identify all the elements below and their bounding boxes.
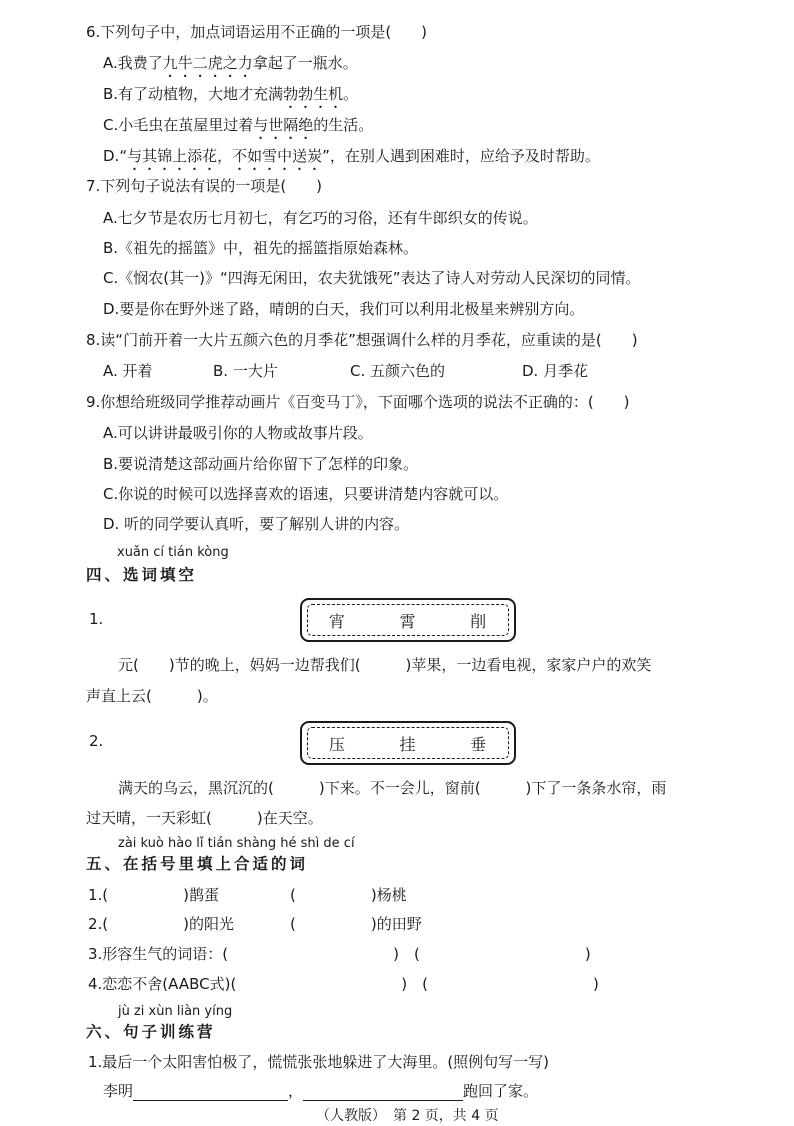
- section4-q2-line2: 过天晴，一天彩虹( )在天空。: [86, 809, 323, 827]
- q6-d-pre: D.“: [103, 147, 128, 165]
- section6-q1: 1.最后一个太阳害怕极了，慌慌张张地躲进了大海里。(照例句写一写): [88, 1053, 550, 1071]
- section4-q2-line1: 满天的乌云，黑沉沉的( )下来。不一会儿，窗前( )下了一条条水帘，雨: [118, 779, 667, 797]
- section6-title: 六、句子训练营: [86, 1023, 216, 1041]
- comma: ，: [288, 1082, 304, 1100]
- q7-option-c: C.《悯农(其一)》“四海无闲田，农夫犹饿死”表达了诗人对劳动人民深切的同情。: [103, 269, 641, 287]
- q7-stem: 7.下列句子说法有误的一项是( ): [86, 177, 323, 195]
- section4-q2-number: 2.: [89, 732, 104, 750]
- q9-stem: 9.你想给班级同学推荐动画片《百变马丁》，下面哪个选项的说法不正确的：( ): [86, 393, 630, 411]
- section4-title: 四、选词填空: [86, 566, 198, 584]
- word-box-1: [300, 598, 516, 642]
- sentence-subject: 李明: [103, 1082, 134, 1100]
- q6-d-post: ”，在别人遇到困难时，应给予及时帮助。: [322, 147, 600, 165]
- q7-option-b: B.《祖先的摇篮》中，祖先的摇篮指原始森林。: [103, 239, 419, 257]
- q8-option-d: D. 月季花: [522, 362, 589, 380]
- section5-row1-right: ( )杨桃: [290, 886, 407, 904]
- q6-option-c: [103, 115, 373, 143]
- q8-option-b: B. 一大片: [213, 362, 278, 380]
- q8-option-a: A. 开着: [103, 362, 153, 380]
- sentence-tail: 跑回了家。: [463, 1082, 539, 1100]
- q6-c-post: 的生活。: [313, 116, 374, 134]
- q6-option-d: [103, 146, 600, 174]
- q9-option-c: C.你说的时候可以选择喜欢的语速，只要讲清楚内容就可以。: [103, 485, 509, 503]
- q6-option-b: [103, 84, 358, 112]
- word-box-2-item: 压: [328, 734, 346, 754]
- q6-b-post: 。: [343, 85, 359, 103]
- q7-option-a: A.七夕节是农历七月初七，有乞巧的习俗，还有牛郎织女的传说。: [103, 209, 538, 227]
- section4-q1-line2: 声直上云( )。: [86, 687, 218, 705]
- q6-b-pre: B.有了动植物，大地才充满: [103, 85, 284, 103]
- word-box-1-item: 削: [470, 611, 488, 631]
- section5-title: 五、在括号里填上合适的词: [86, 855, 309, 873]
- word-box-1-item: 宵: [328, 611, 346, 631]
- section6-pinyin: jù zi xùn liàn yíng: [118, 1004, 233, 1019]
- q6-option-a: [103, 53, 358, 81]
- q6-stem: 6.下列句子中，加点词语运用不正确的一项是( ): [86, 23, 428, 41]
- blank-line-1: [133, 1084, 288, 1101]
- section4-q1-line1: 元( )节的晚上，妈妈一边帮我们( )苹果，一边看电视，家家户户的欢笑: [118, 656, 652, 674]
- q7-option-d: D.要是你在野外迷了路，晴朗的白天，我们可以利用北极星来辨别方向。: [103, 300, 585, 318]
- page-footer: （人教版） 第 2 页，共 4 页: [316, 1108, 499, 1124]
- q8-option-c: C. 五颜六色的: [350, 362, 446, 380]
- q6-a-pre: A.我费了: [103, 54, 163, 72]
- word-box-2-item: 垂: [470, 734, 488, 754]
- q6-c-pre: C.小毛虫在茧屋里过着: [103, 116, 254, 134]
- q8-stem: 8.读“门前开着一大片五颜六色的月季花”想强调什么样的月季花，应重读的是( ): [86, 331, 638, 349]
- section5-row3: 3.形容生气的词语：( ) ( ): [88, 945, 591, 963]
- section4-pinyin: xuǎn cí tián kòng: [117, 545, 229, 560]
- section5-row4: 4.恋恋不舍(AABC式)( ) ( ): [88, 975, 599, 993]
- q6-a-dotted: 九牛二虎之力: [162, 54, 253, 72]
- q6-d-dotted: 与其锦上添花，不如雪中送炭: [127, 147, 323, 165]
- q9-option-d: D. 听的同学要认真听，要了解别人讲的内容。: [103, 515, 410, 533]
- section5-row2-left: 2.( )的阳光: [88, 915, 235, 933]
- word-box-2-item: 挂: [399, 734, 417, 754]
- section5-row1-left: 1.( )鹊蛋: [88, 886, 220, 904]
- q6-a-post: 拿起了一瓶水。: [252, 54, 358, 72]
- blank-line-2: [303, 1084, 463, 1101]
- section5-pinyin: zài kuò hào lǐ tián shàng hé shì de cí: [118, 836, 355, 851]
- q9-option-b: B.要说清楚这部动画片给你留下了怎样的印象。: [103, 455, 419, 473]
- q9-option-a: A.可以讲讲最吸引你的人物或故事片段。: [103, 424, 373, 442]
- section6-fill-line: [103, 1081, 538, 1101]
- q6-c-dotted: 与世隔绝: [253, 116, 314, 134]
- section4-q1-number: 1.: [89, 610, 104, 628]
- section5-row2-right: ( )的田野: [290, 915, 422, 933]
- word-box-2: [300, 721, 516, 765]
- word-box-1-item: 霄: [399, 611, 417, 631]
- q6-b-dotted: 勃勃生机: [283, 85, 344, 103]
